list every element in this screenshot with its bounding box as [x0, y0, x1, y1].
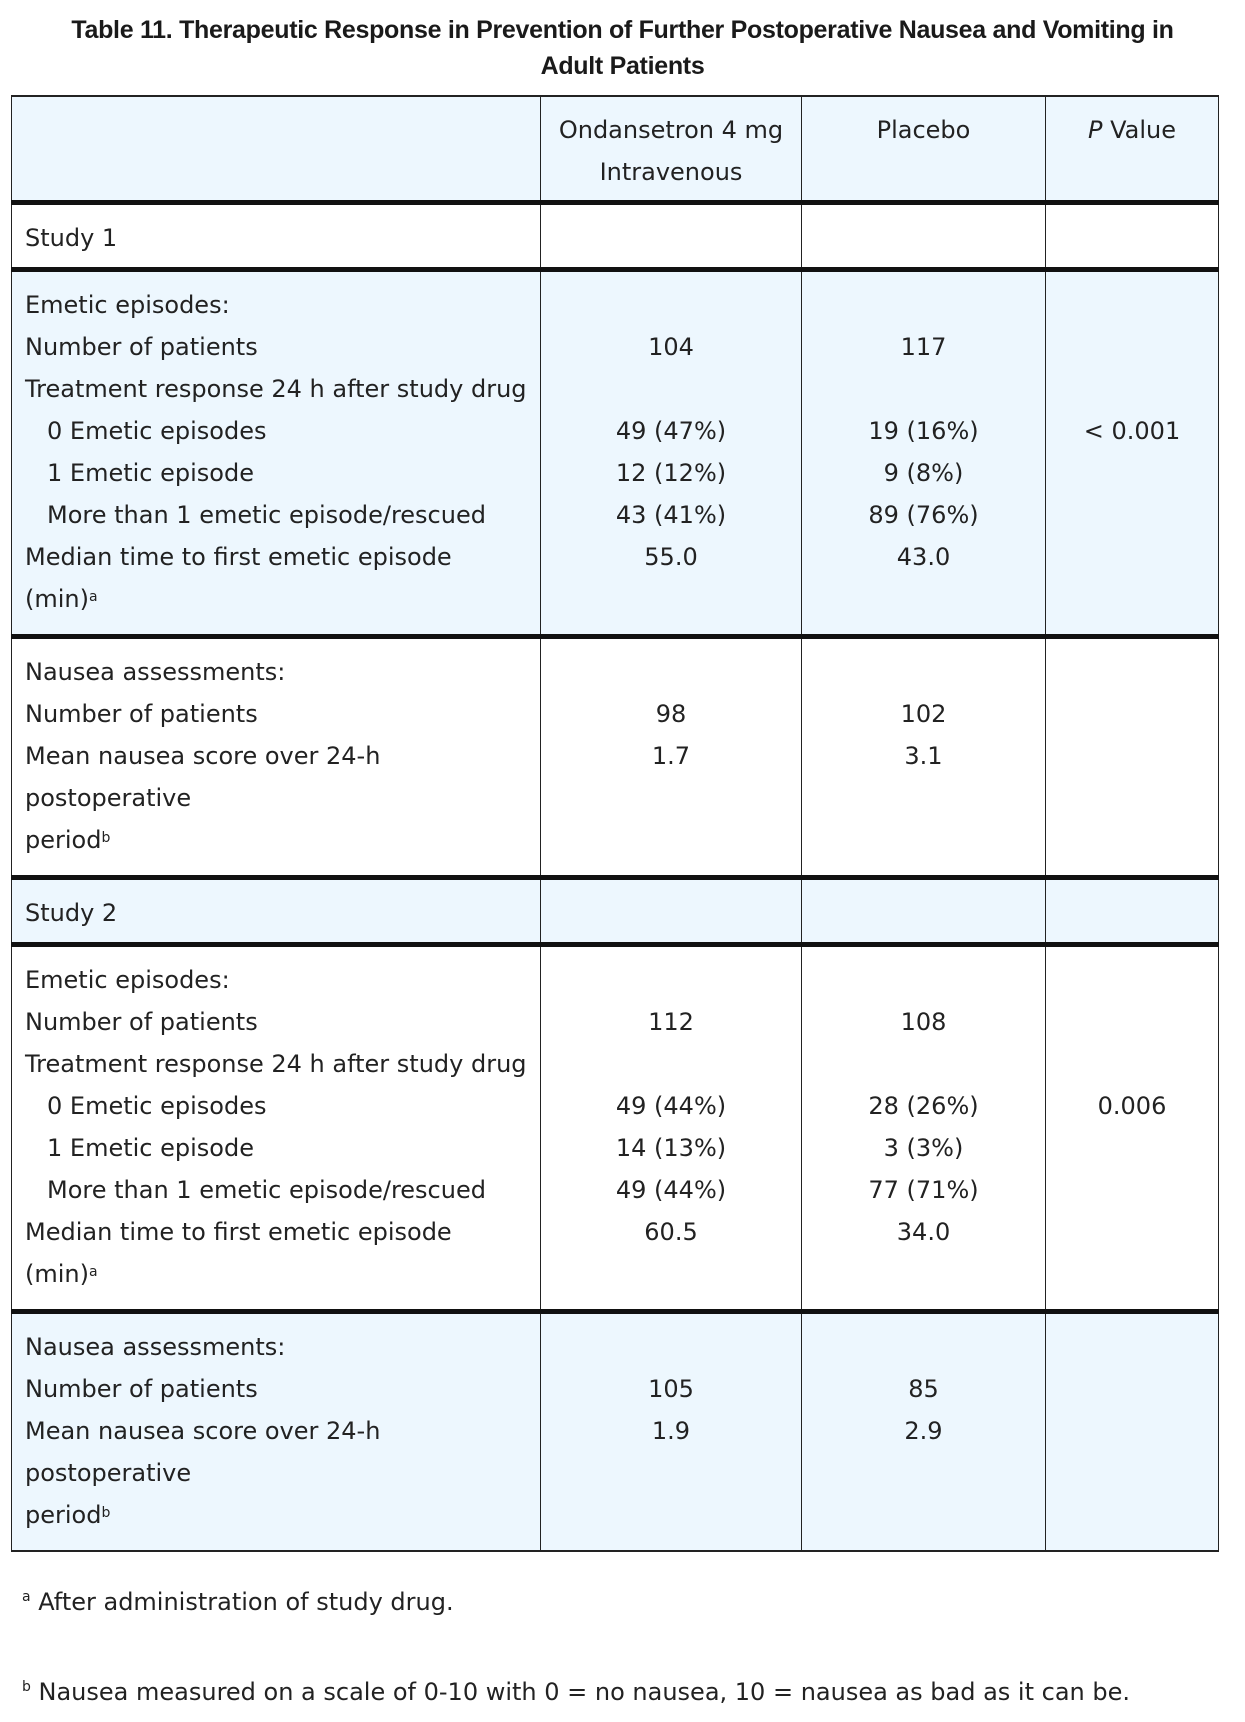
value: 28 (26%): [868, 1091, 979, 1120]
study-label: Study 1: [12, 202, 541, 269]
label-more-than-1: More than 1 emetic episode/rescued: [47, 500, 486, 529]
nausea-heading: Nausea assessments:: [25, 1332, 286, 1361]
median-unit-text: (min): [25, 1259, 89, 1288]
nausea-row: [12, 636, 1219, 877]
p-value: 0.006: [1097, 1091, 1167, 1120]
label-0-episodes: 0 Emetic episodes: [47, 1091, 267, 1120]
label-median-unit: [25, 1253, 540, 1295]
p-values: [1046, 944, 1219, 1311]
study-label: Study 2: [12, 877, 541, 944]
label-number-of-patients: Number of patients: [25, 699, 258, 728]
footnote-ref-b: b: [101, 829, 111, 846]
value: 60.5: [644, 1217, 698, 1246]
nausea-labels: [12, 1311, 541, 1551]
label-median-time: Median time to first emetic episode: [25, 542, 452, 571]
value: 98: [655, 699, 687, 728]
value: 1.7: [651, 741, 691, 770]
label-median-time: Median time to first emetic episode: [25, 1217, 452, 1246]
value: 85: [908, 1374, 939, 1403]
header-p-value: [1046, 96, 1219, 202]
value: 49 (47%): [615, 416, 727, 445]
empty-cell: [541, 877, 802, 944]
ondansetron-values: [541, 636, 802, 877]
label-1-episode: 1 Emetic episode: [47, 458, 254, 487]
period-text: period: [25, 1500, 102, 1529]
value: 77 (71%): [868, 1175, 979, 1204]
header-row: [12, 96, 1219, 202]
footnote-b: [22, 1678, 1130, 1706]
median-unit-text: (min): [25, 584, 89, 613]
value: 89 (76%): [868, 500, 979, 529]
label-mean-nausea-2: postoperative: [25, 783, 192, 812]
empty-cell: [1046, 1311, 1219, 1551]
footnote-ref-b: b: [101, 1504, 111, 1521]
value: 19 (16%): [868, 416, 979, 445]
value: 2.9: [904, 1416, 943, 1445]
value: 105: [648, 1374, 694, 1403]
value: 1.9: [651, 1416, 691, 1445]
value: 104: [648, 332, 694, 361]
label-more-than-1: More than 1 emetic episode/rescued: [47, 1175, 486, 1204]
nausea-labels: [12, 636, 541, 877]
value: 43.0: [896, 542, 951, 571]
header-ondansetron-line2: Intravenous: [599, 158, 743, 186]
results-table: [11, 95, 1219, 1552]
ondansetron-values: [541, 269, 802, 636]
empty-cell: [1046, 636, 1219, 877]
table-title-line2: Adult Patients: [540, 52, 705, 80]
emetic-heading: Emetic episodes:: [25, 965, 230, 994]
label-median-unit: [25, 578, 540, 620]
study-row: [12, 877, 1219, 944]
value: 14 (13%): [615, 1133, 727, 1162]
p-italic: P: [1087, 116, 1103, 144]
footnote-a: [22, 1588, 454, 1616]
empty-cell: [541, 202, 802, 269]
value: 43 (41%): [615, 500, 727, 529]
study-row: [12, 202, 1219, 269]
label-0-episodes: 0 Emetic episodes: [47, 416, 267, 445]
table-title: [0, 12, 1245, 84]
ondansetron-values: [541, 944, 802, 1311]
header-placebo: Placebo: [802, 96, 1046, 202]
label-1-episode: 1 Emetic episode: [47, 1133, 254, 1162]
label-number-of-patients: Number of patients: [25, 1007, 258, 1036]
value: 3 (3%): [883, 1133, 964, 1162]
value: 9 (8%): [883, 458, 964, 487]
placebo-values: [802, 944, 1046, 1311]
empty-cell: [802, 202, 1046, 269]
label-mean-nausea: Mean nausea score over 24-h: [25, 1416, 381, 1445]
label-number-of-patients: Number of patients: [25, 332, 258, 361]
footnote-ref-a: a: [88, 1263, 98, 1280]
value: 3.1: [904, 741, 943, 770]
emetic-labels: [12, 269, 541, 636]
empty-cell: [1046, 877, 1219, 944]
value: 112: [648, 1007, 694, 1036]
placebo-values: [802, 269, 1046, 636]
value: 49 (44%): [615, 1091, 727, 1120]
placebo-values: [802, 1311, 1046, 1551]
value: 12 (12%): [615, 458, 727, 487]
emetic-row: [12, 269, 1219, 636]
value: 108: [900, 1007, 947, 1036]
label-treatment-response: Treatment response 24 h after study drug: [25, 374, 527, 403]
header-ondansetron: [541, 96, 802, 202]
ondansetron-values: [541, 1311, 802, 1551]
value: 102: [900, 699, 947, 728]
period-text: period: [25, 825, 102, 854]
empty-cell: [802, 877, 1046, 944]
label-number-of-patients: Number of patients: [25, 1374, 258, 1403]
label-mean-nausea-3: [25, 1494, 540, 1536]
empty-cell: [1046, 202, 1219, 269]
label-mean-nausea-3: [25, 819, 540, 861]
table-title-line1: Table 11. Therapeutic Response in Prevention of Further Postoperative Nausea and Vomiting in: [71, 16, 1174, 44]
footnote-a-mark: a: [22, 1589, 31, 1605]
p-values: [1046, 269, 1219, 636]
footnote-ref-a: a: [88, 588, 98, 605]
value: 117: [900, 332, 947, 361]
emetic-row: [12, 944, 1219, 1311]
p-value-text: Value: [1102, 116, 1177, 144]
footnote-b-text: Nausea measured on a scale of 0-10 with 0 = no nausea, 10 = nausea as bad as it can be.: [30, 1678, 1130, 1706]
label-mean-nausea-2: postoperative: [25, 1458, 192, 1487]
footnote-a-text: After administration of study drug.: [30, 1588, 454, 1616]
value: 55.0: [644, 542, 698, 571]
placebo-values: [802, 636, 1046, 877]
header-empty: [12, 96, 541, 202]
p-value: < 0.001: [1083, 416, 1181, 445]
emetic-heading: Emetic episodes:: [25, 290, 230, 319]
emetic-labels: [12, 944, 541, 1311]
header-ondansetron-line1: Ondansetron 4 mg: [558, 116, 784, 144]
footnote-b-mark: b: [22, 1679, 31, 1695]
value: 34.0: [896, 1217, 951, 1246]
value: 49 (44%): [615, 1175, 727, 1204]
nausea-row: [12, 1311, 1219, 1551]
nausea-heading: Nausea assessments:: [25, 657, 286, 686]
label-mean-nausea: Mean nausea score over 24-h: [25, 741, 381, 770]
label-treatment-response: Treatment response 24 h after study drug: [25, 1049, 527, 1078]
